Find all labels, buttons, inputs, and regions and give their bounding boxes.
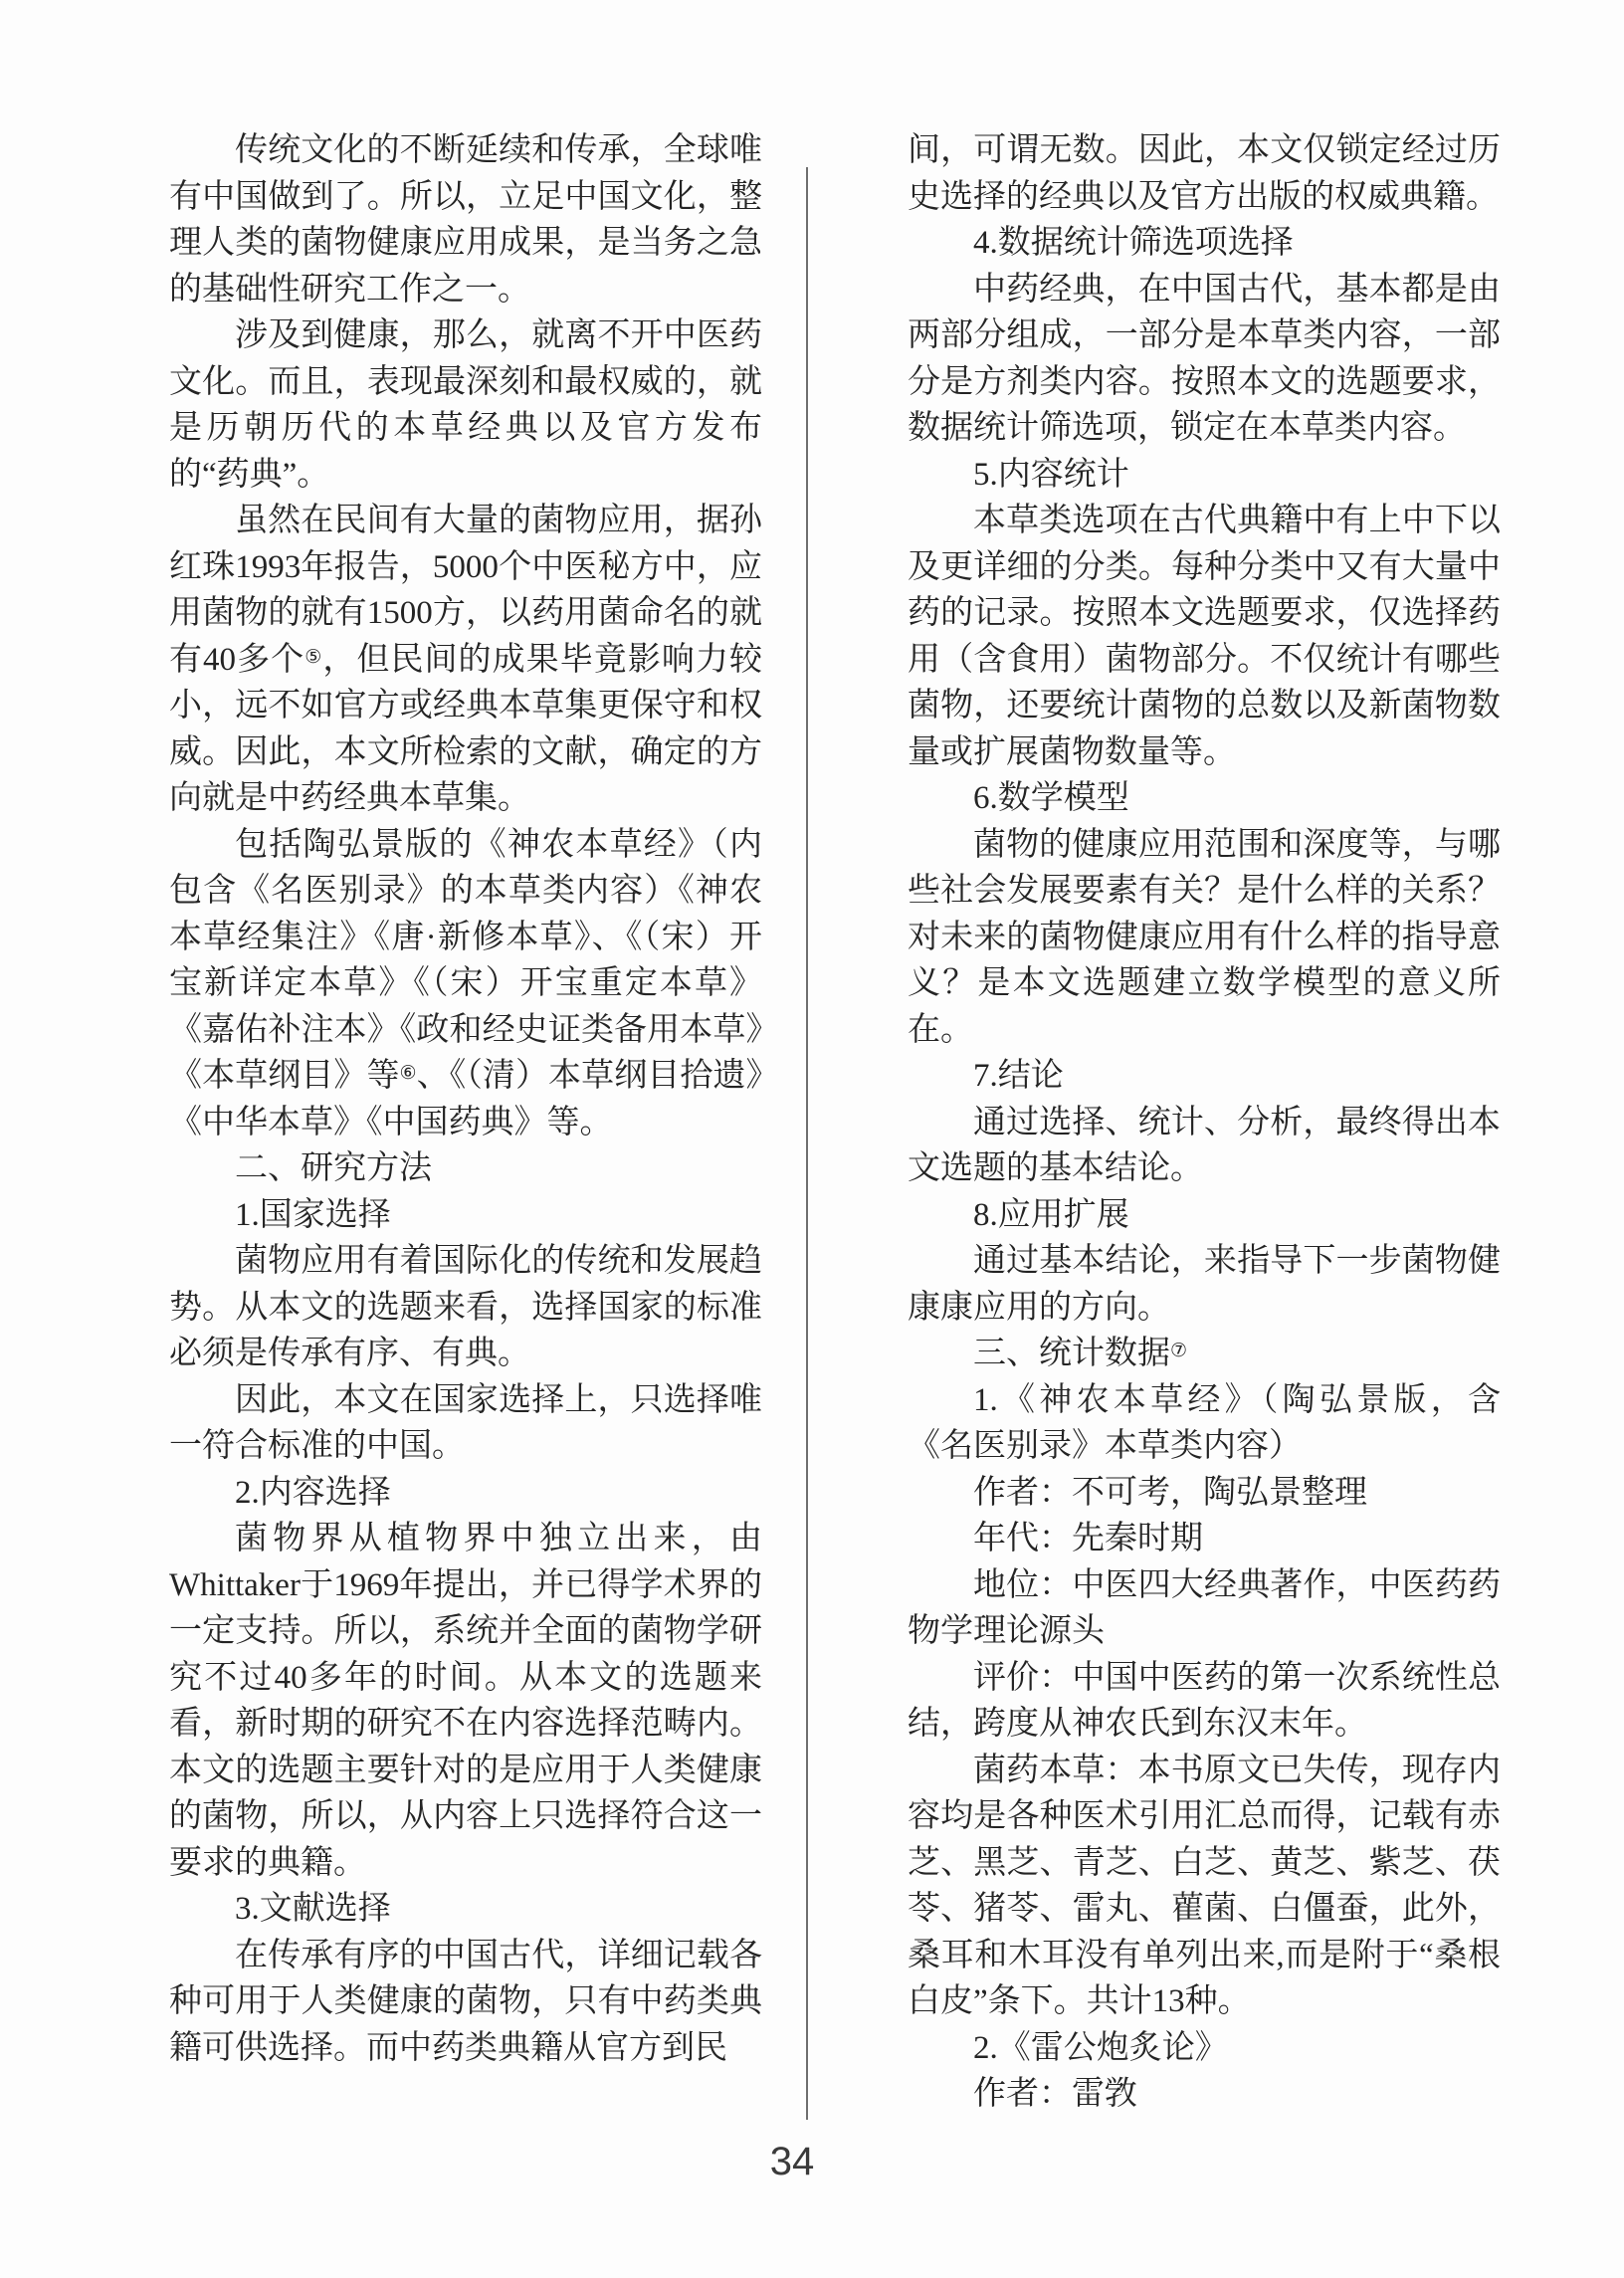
paragraph-text: 包括陶弘景版的《神农本草经》（内包含《名医别录》的本草类内容）《神农本草经集注》《唐·新修本草》、《（宋）开宝新详定本草》《（宋）开宝重定本草》《嘉佑补注本》《政和经史证类备用本草》《本草纲目》等 <box>169 826 762 1094</box>
paragraph: 通过基本结论，来指导下一步菌物健康康应用的方向。 <box>908 1243 1501 1326</box>
paragraph: 本草类选项在古代典籍中有上中下以及更详细的分类。每种分类中又有大量中药的记录。按照本文选题要求，仅选择药用（含食用）菌物部分。不仅统计有哪些菌物，还要统计菌物的总数以及新菌物数量或扩展菌物数量等。 <box>908 503 1501 770</box>
paragraph: 涉及到健康，那么，就离不开中医药文化。而且，表现最深刻和最权威的，就是历朝历代的本草经典以及官方发布的“药典”。 <box>169 317 762 493</box>
paragraph-text: ，但民间的成果毕竟影响力较小，远不如官方或经典本草集更保守和权威。因此，本文所检索的文献，确定的方向就是中药经典本草集。 <box>169 641 763 816</box>
subsection-heading: 1.《神农本草经》（陶弘景版，含《名医别录》本草类内容） <box>908 1381 1501 1464</box>
footnote-marker: ⑤ <box>304 646 323 668</box>
paragraph: 作者：雷敩 <box>973 2076 1137 2112</box>
paragraph: 菌物界从植物界中独立出来，由Whittaker于1969年提出，并已得学术界的一定支持。所以，系统并全面的菌物学研究不过40多年的时间。从本文的选题来看，新时期的研究不在内容选择范畴内。本文的选题主要针对的是应用于人类健康的菌物，所以，从内容上只选择符合这一要求的典籍。 <box>169 1521 762 1881</box>
paragraph: 传统文化的不断延续和传承，全球唯有中国做到了。所以，立足中国文化，整理人类的菌物健康应用成果，是当务之急的基础性研究工作之一。 <box>169 132 762 308</box>
section-heading <box>908 1331 1501 1377</box>
paragraph: 地位：中医四大经典著作，中医药药物学理论源头 <box>908 1566 1501 1649</box>
column-divider <box>806 167 808 2120</box>
paragraph: 评价：中国中医药的第一次系统性总结，跨度从神农氏到东汉末年。 <box>908 1659 1501 1742</box>
page-number: 34 <box>769 2140 815 2183</box>
subsection-heading: 1.国家选择 <box>235 1196 391 1233</box>
paragraph-text: 、《（清）本草纲目拾遗》《中华本草》《中国药典》等。 <box>169 1058 763 1140</box>
paragraph: 菌药本草：本书原文已失传，现存内容均是各种医术引用汇总而得，记载有赤芝、黑芝、青芝、白芝、黄芝、紫芝、茯苓、猪苓、雷丸、雚菌、白僵蚕，此外，桑耳和木耳没有单列出来,而是附于“桑根白皮”条下。共计13种。 <box>908 1752 1501 2019</box>
subsection-heading: 6.数学模型 <box>973 780 1129 816</box>
paragraph: 因此，本文在国家选择上，只选择唯一符合标准的中国。 <box>169 1381 762 1464</box>
subsection-heading: 5.内容统计 <box>973 456 1129 493</box>
paragraph-text: 三、统计数据 <box>973 1336 1170 1371</box>
paragraph: 通过选择、统计、分析，最终得出本文选题的基本结论。 <box>908 1104 1501 1186</box>
subsection-heading: 2.内容选择 <box>235 1474 391 1511</box>
paragraph: 年代：先秦时期 <box>973 1521 1203 1556</box>
paragraph: 中药经典，在中国古代，基本都是由两部分组成，一部分是本草类内容，一部分是方剂类内容。按照本文的选题要求，数据统计筛选项，锁定在本草类内容。 <box>908 271 1501 446</box>
paragraph: 菌物应用有着国际化的传统和发展趋势。从本文的选题来看，选择国家的标准必须是传承有序、有典。 <box>169 1243 762 1371</box>
subsection-heading: 4.数据统计筛选项选择 <box>973 225 1294 261</box>
right-column <box>908 127 1501 2118</box>
subsection-heading: 8.应用扩展 <box>973 1196 1129 1233</box>
paragraph: 菌物的健康应用范围和深度等，与哪些社会发展要素有关？是什么样的关系？对未来的菌物健康应用有什么样的指导意义？是本文选题建立数学模型的意义所在。 <box>908 826 1501 1048</box>
left-column <box>169 127 762 2071</box>
paragraph <box>169 822 762 1146</box>
paragraph: 在传承有序的中国古代，详细记载各种可用于人类健康的菌物，只有中药类典籍可供选择。而中药类典籍从官方到民 <box>169 1937 762 2066</box>
footnote-marker: ⑥ <box>399 1063 417 1084</box>
footnote-marker: ⑦ <box>1170 1341 1188 1361</box>
subsection-heading: 3.文献选择 <box>235 1891 391 1927</box>
section-heading: 二、研究方法 <box>235 1150 432 1186</box>
paragraph-text: 虽然在民间有大量的菌物应用，据孙红珠1993年报告，5000个中医秘方中，应用菌物的就有1500方，以药用菌命名的就有40多个 <box>169 503 762 678</box>
subsection-heading: 2.《雷公炮炙论》 <box>973 2029 1228 2066</box>
paragraph: 作者：不可考，陶弘景整理 <box>973 1474 1367 1511</box>
paragraph: 间，可谓无数。因此，本文仅锁定经过历史选择的经典以及官方出版的权威典籍。 <box>908 132 1501 215</box>
paragraph <box>169 498 762 822</box>
subsection-heading: 7.结论 <box>973 1058 1064 1094</box>
